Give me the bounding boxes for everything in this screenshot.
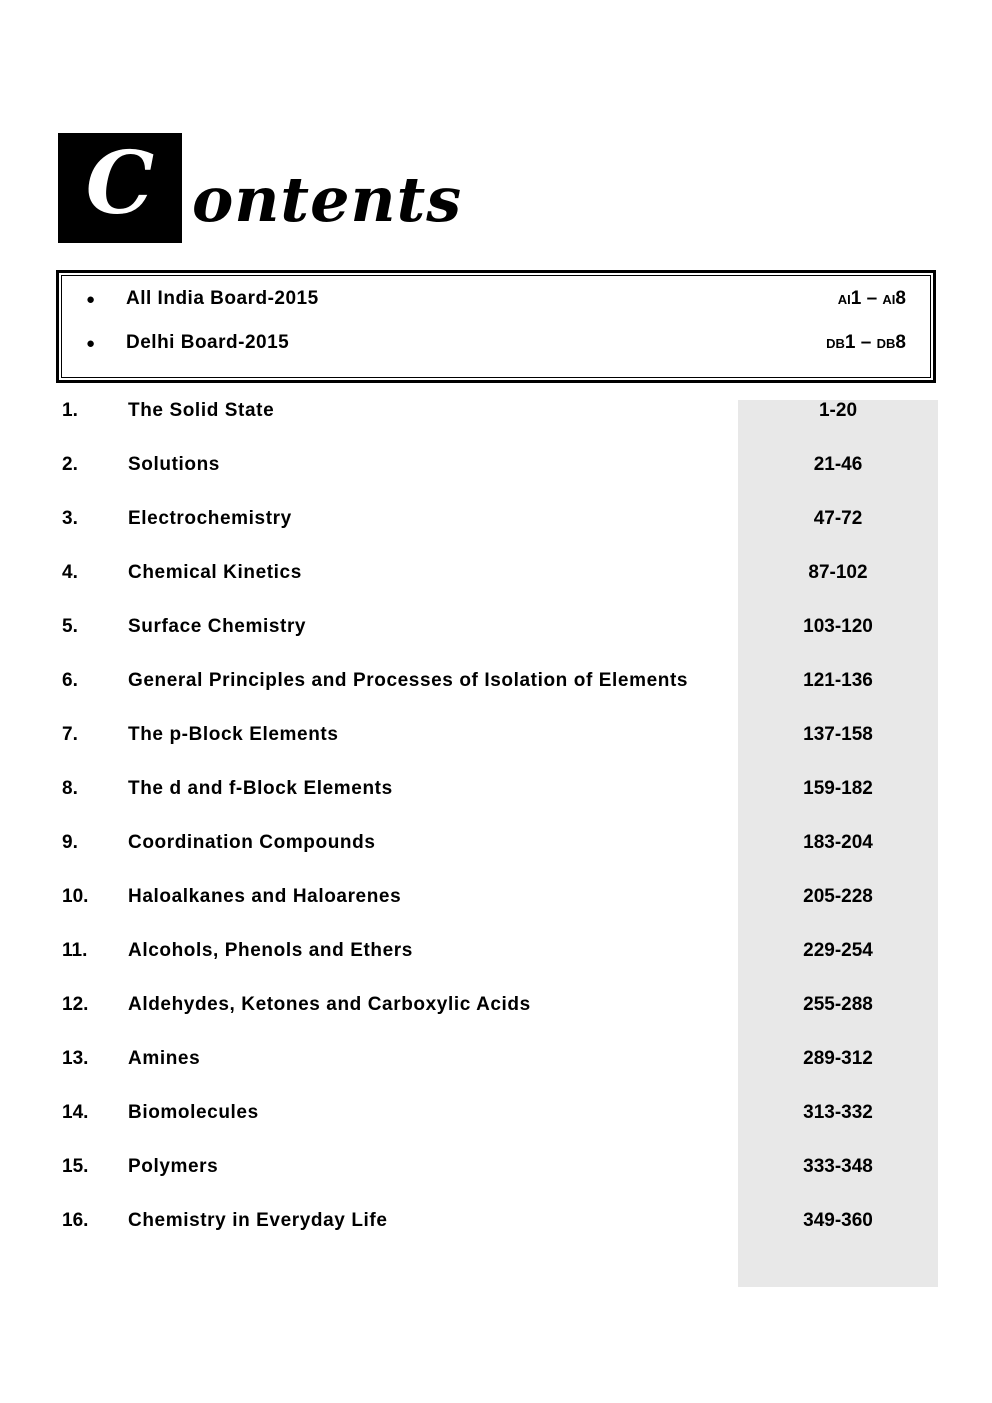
toc-row: [56, 778, 938, 832]
toc-row: [56, 1156, 938, 1210]
toc-number: 12.: [62, 994, 89, 1015]
toc-number: 13.: [62, 1048, 89, 1069]
toc-row: [56, 994, 938, 1048]
board-page-prefix-end: AI: [882, 292, 896, 307]
toc-pages: 159-182: [803, 778, 873, 799]
toc-number: 10.: [62, 886, 89, 907]
toc-row: [56, 886, 938, 940]
board-pages: [838, 288, 906, 310]
toc-number: 3.: [62, 508, 78, 529]
board-label: Delhi Board-2015: [126, 332, 290, 353]
toc-row: [56, 832, 938, 886]
toc-number: 11.: [62, 940, 88, 961]
board-page-prefix-start: AI: [837, 292, 851, 307]
toc-pages: 1-20: [818, 400, 858, 421]
toc-number: 14.: [62, 1102, 89, 1123]
board-page-dash: –: [860, 332, 872, 353]
toc-pages: 349-360: [803, 1210, 873, 1231]
toc-pages: 333-348: [803, 1156, 873, 1177]
toc-title: Biomolecules: [128, 1102, 259, 1123]
toc-title: Electrochemistry: [128, 508, 292, 529]
toc-title: General Principles and Processes of Isolation of Elements: [128, 670, 689, 691]
toc-row: [56, 508, 938, 562]
toc-row: [56, 940, 938, 994]
toc-row: [56, 670, 938, 724]
toc-number: 1.: [62, 400, 78, 421]
toc-title: Amines: [128, 1048, 201, 1069]
toc-pages: 47-72: [813, 508, 863, 529]
boards-box-inner: [61, 275, 931, 378]
toc-pages: 121-136: [803, 670, 873, 691]
board-page-dash: –: [866, 288, 878, 309]
toc-title: Coordination Compounds: [128, 832, 376, 853]
board-pages: [826, 332, 906, 354]
toc-pages: 21-46: [813, 454, 863, 475]
toc-number: 7.: [62, 724, 78, 745]
toc-pages: 313-332: [803, 1102, 873, 1123]
table-of-contents: [56, 400, 938, 1264]
toc-row: [56, 724, 938, 778]
toc-pages: 229-254: [803, 940, 873, 961]
board-entry-delhi: [86, 332, 906, 376]
toc-title: Solutions: [128, 454, 220, 475]
board-page-start: 1: [844, 332, 856, 353]
bullet-icon: ●: [86, 335, 96, 352]
toc-title: Polymers: [128, 1156, 219, 1177]
toc-title: The Solid State: [128, 400, 275, 421]
toc-number: 5.: [62, 616, 78, 637]
toc-number: 4.: [62, 562, 78, 583]
toc-number: 2.: [62, 454, 78, 475]
toc-number: 16.: [62, 1210, 89, 1231]
toc-pages: 205-228: [803, 886, 873, 907]
toc-pages: 137-158: [803, 724, 873, 745]
bullet-icon: ●: [86, 291, 96, 308]
toc-pages: 103-120: [803, 616, 873, 637]
toc-row: [56, 1048, 938, 1102]
toc-number: 9.: [62, 832, 78, 853]
toc-number: 6.: [62, 670, 78, 691]
toc-pages: 87-102: [808, 562, 868, 583]
toc-row: [56, 1210, 938, 1264]
toc-row: [56, 562, 938, 616]
board-page-prefix-end: DB: [876, 336, 896, 351]
board-page-end: 8: [895, 332, 906, 353]
toc-row: [56, 616, 938, 670]
toc-title: The p-Block Elements: [128, 724, 339, 745]
drop-cap-block: [58, 133, 182, 243]
boards-box: [56, 270, 936, 383]
board-page-end: 8: [895, 288, 906, 309]
drop-cap-letter: C: [85, 133, 155, 234]
toc-title: Chemistry in Everyday Life: [128, 1210, 388, 1231]
toc-pages: 255-288: [803, 994, 873, 1015]
toc-title: Surface Chemistry: [128, 616, 307, 637]
toc-row: [56, 400, 938, 454]
toc-row: [56, 1102, 938, 1156]
toc-title: Aldehydes, Ketones and Carboxylic Acids: [128, 994, 531, 1015]
toc-title: Alcohols, Phenols and Ethers: [128, 940, 413, 961]
page-title: [58, 133, 462, 243]
toc-pages: 183-204: [803, 832, 873, 853]
toc-title: The d and f-Block Elements: [128, 778, 393, 799]
board-entry-all-india: [86, 288, 906, 332]
toc-title: Haloalkanes and Haloarenes: [128, 886, 402, 907]
page-title-text: ontents: [192, 163, 463, 236]
toc-number: 15.: [62, 1156, 89, 1177]
toc-pages: 289-312: [803, 1048, 873, 1069]
toc-row: [56, 454, 938, 508]
toc-title: Chemical Kinetics: [128, 562, 302, 583]
toc-number: 8.: [62, 778, 78, 799]
board-page-start: 1: [850, 288, 862, 309]
board-label: All India Board-2015: [126, 288, 319, 309]
board-page-prefix-start: DB: [826, 336, 845, 351]
